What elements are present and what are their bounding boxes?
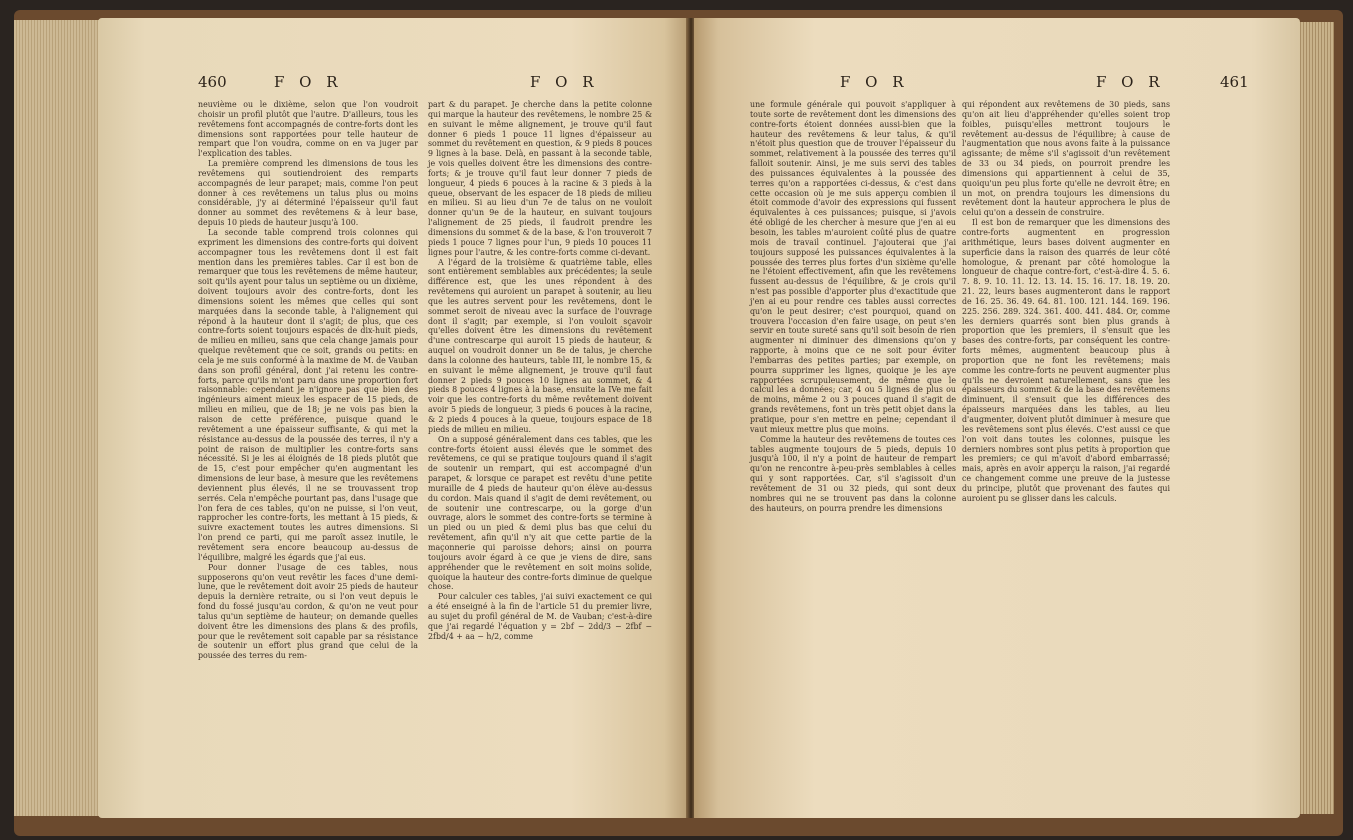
page-number-left: 460 [198, 73, 227, 91]
paragraph: une formule générale qui pouvoit s'appliquer à toute sorte de revêtement dont les dimensions des contre-forts étoient données aussi-bien que la hauteur des revêtemens & leur talus, & qu'il n'étoit plus question que de trouver l'épaisseur du sommet, relativement à la poussée des terres qu'il falloit soutenir. Ainsi, je me suis servi des tables des puissances équivalentes à la poussée des terres qu'on a rapportées ci-dessus, & c'est dans cette occasion où je me suis apperçu combien il étoit commode d'avoir des expressions qui fussent équivalentes à ces puissances; puisque, si j'avois été obligé de les chercher à mesure que j'en ai eu besoin, les tables m'auroient coûté plus de quatre mois de travail continuel. J'ajouterai que j'ai toujours supposé les puissances équivalentes à la poussée des terres plus fortes d'un sixième qu'elle ne l'étoient effectivement, afin que les revêtemens fussent au-dessus de l'équilibre, & je crois qu'il n'est pas possible d'apporter plus d'exactitude que j'en ai eu pour rendre ces tables aussi correctes qu'on le peut desirer; c'est pourquoi, quand on trouvera l'occasion d'en faire usage, on peut s'en servir en toute sureté sans qu'il soit besoin de rien augmenter ni diminuer des dimensions qu'on y rapporte, à moins que ce ne soit pour éviter l'embarras des petites parties; par exemple, on pourra supprimer les lignes, quoique je les aye rapportées scrupuleusement, de même que le calcul les a données; car, 4 ou 5 lignes de plus ou de moins, même 2 ou 3 pouces quand il s'agit de grands revêtemens, font un très petit objet dans la pratique, pour s'en mettre en peine; cependant il vaut mieux mettre plus que moins. [750, 100, 956, 434]
running-head-left-1: F O R [274, 73, 343, 91]
page-edges-right [1298, 22, 1334, 814]
paragraph: part & du parapet. Je cherche dans la petite colonne qui marque la hauteur des revêtemens, le nombre 25 & en suivant le même alignement, je trouve qu'il faut donner 6 pieds 1 pouce 11 lignes d'épaisseur au sommet du revêtement en question, & 9 pieds 8 pouces 9 lignes à la base. Delà, en passant à la seconde table, je vois quelles doivent être les dimensions des contre-forts; & je trouve qu'il faut leur donner 7 pieds de longueur, 4 pieds 6 pouces à la racine & 3 pieds à la queue, observant de les espacer de 18 pieds de milieu en milieu. Si au lieu d'un 7e de talus on ne vouloit donner qu'un 9e de la hauteur, en suivant toujours l'alignement de 25 pieds, il faudroit prendre les dimensions du sommet & de la base, & l'on trouveroit 7 pieds 1 pouce 7 lignes pour l'un, 9 pieds 10 pouces 11 lignes pour l'autre, & les contre-forts comme ci-devant. [428, 100, 652, 257]
right-page [694, 18, 1300, 818]
right-page-column-1 [750, 100, 956, 513]
paragraph: neuvième ou le dixième, selon que l'on voudroit choisir un profil plutôt que l'autre. D'ailleurs, tous les revêtemens font accompagnés de contre-forts dont les dimensions sont rapportées pour telle hauteur de rempart que l'on voudra, comme on en va juger par l'explication des tables. [198, 100, 418, 159]
paragraph: On a supposé généralement dans ces tables, que les contre-forts étoient aussi élevés que le sommet des revêtemens, ce qui se pratique toujours quand il s'agit de soutenir un rempart, qui est accompagné d'un parapet, & lorsque ce parapet est revêtu d'une petite muraille de 4 pieds de hauteur qu'on élève au-dessus du cordon. Mais quand il s'agit de demi revêtement, ou de soutenir une contrescarpe, ou la gorge d'un ouvrage, alors le sommet des contre-forts se termine à un pied ou un pied & demi plus bas que celui du revêtement, afin qu'il n'y ait que cette partie de la maçonnerie qui paroisse dehors; ainsi on pourra toujours avoir égard à ce que je viens de dire, sans appréhender que le revêtement en soit moins solide, quoique la hauteur des contre-forts diminue de quelque chose. [428, 434, 652, 592]
paragraph: Pour calculer ces tables, j'ai suivi exactement ce qui a été enseigné à la fin de l'article 51 du premier livre, au sujet du profil général de M. de Vauban; c'est-à-dire que j'ai regardé l'équation y = 2bf − 2dd/3 − 2fbf − 2fbd/4 + aa − h/2, comme [428, 592, 652, 641]
left-page-column-2 [428, 100, 652, 641]
paragraph: La seconde table comprend trois colonnes qui expriment les dimensions des contre-forts qui doivent accompagner tous les revêtemens dont il est fait mention dans les premières tables. Car il est bon de remarquer que tous les revêtemens de même hauteur, soit qu'ils ayent pour talus un septième ou un dixième, doivent toujours avoir des contre-forts, dont les dimensions soient les mêmes que celles qui sont marquées dans la seconde table, à l'alignement qui répond à la hauteur dont il s'agit; de plus, que ces contre-forts soient toujours espacés de dix-huit pieds, de milieu en milieu, sans que cela change jamais pour quelque revêtement que ce soit, grands ou petits: en cela je me suis conformé à la maxime de M. de Vauban dans son profil général, dont j'ai retenu les contre-forts, parce qu'ils m'ont paru dans une proportion fort raisonnable: cependant je n'ignore pas que bien des ingénieurs aiment mieux les espacer de 15 pieds, de milieu en milieu, que de 18; je ne vois pas bien la raison de cette préférence, puisque quand le revêtement a une épaisseur suffisante, & qui met la résistance au-dessus de la poussée des terres, il n'y a point de raison de multiplier les contre-forts sans nécessité. Si je les ai éloignés de 18 pieds plutôt que de 15, c'est pour empêcher qu'en augmentant les dimensions de leur base, à mesure que les revêtemens deviennent plus élevés, il ne se trouvassent trop serrés. Cela n'empêche pourtant pas, dans l'usage que l'on fera de ces tables, qu'on ne puisse, si l'on veut, rapprocher les contre-forts, les mettant à 15 pieds, & suivre exactement toutes les autres dimensions. Si l'on prend ce parti, qui me paroît assez inutile, le revêtement sera encore beaucoup au-dessus de l'équilibre, malgré les égards que j'ai eus. [198, 227, 418, 562]
running-head-left-2: F O R [530, 73, 599, 91]
paragraph: Comme la hauteur des revêtemens de toutes ces tables augmente toujours de 5 pieds, depuis 10 jusqu'à 100, il n'y a point de hauteur de rempart qu'on ne rencontre à-peu-près semblables à celles qui y sont rapportées. Car, s'il s'agissoit d'un revêtement de 31 ou 32 pieds, qui sont deux nombres qui ne se trouvent pas dans la colonne des hauteurs, on pourra prendre les dimensions [750, 434, 956, 513]
paragraph: Pour donner l'usage de ces tables, nous supposerons qu'on veut revêtir les faces d'une demi-lune, que le revêtement doit avoir 25 pieds de hauteur depuis la dernière retraite, ou si l'on veut depuis le fond du fossé jusqu'au cordon, & qu'on ne veut pour talus qu'un septième de hauteur; on demande quelles doivent être les dimensions des plans & des profils, pour que le revêtement soit capable par sa résistance de soutenir un effort plus grand que celui de la poussée des terres du rem- [198, 562, 418, 661]
running-head-right-2: F O R [1096, 73, 1165, 91]
left-page-column-1 [198, 100, 418, 661]
page-edges-left [14, 20, 100, 816]
paragraph: A l'égard de la troisième & quatrième table, elles sont entièrement semblables aux précédentes; la seule différence est, que les unes répondent à des revêtemens qui auroient un parapet à soutenir, au lieu que les autres servent pour les revêtemens, dont le sommet seroit de niveau avec la surface de l'ouvrage dont il s'agit; par exemple, si l'on vouloit sçavoir qu'elles doivent être les dimensions du revêtement d'une contrescarpe qui auroit 15 pieds de hauteur, & auquel on voudroit donner un 8e de talus, je cherche dans la colonne des hauteurs, table III, le nombre 15, & en suivant le même alignement, je trouve qu'il faut donner 2 pieds 9 pouces 10 lignes au sommet, & 4 pieds 8 pouces 4 lignes à la base, ensuite la IVe me fait voir que les contre-forts du même revêtement doivent avoir 5 pieds de longueur, 3 pieds 6 pouces à la racine, & 2 pieds 4 pouces à la queue, toujours espace de 18 pieds de milieu en milieu. [428, 257, 652, 434]
page-number-right: 461 [1220, 73, 1249, 91]
paragraph: La première comprend les dimensions de tous les revêtemens qui soutiendroient des remparts accompagnés de leur parapet; mais, comme l'on peut donner à ces revêtemens un talus plus ou moins considérable, j'y ai déterminé l'épaisseur qu'il faut donner au sommet des revêtemens & à leur base, depuis 10 pieds de hauteur jusqu'à 100. [198, 159, 418, 228]
running-head-right-1: F O R [840, 73, 909, 91]
right-page-column-2 [962, 100, 1170, 504]
paragraph: qui répondent aux revêtemens de 30 pieds, sans qu'on ait lieu d'appréhender qu'elles soient trop foibles, puisqu'elles mettront toujours le revêtement au-dessus de l'équilibre; à cause de l'augmentation que nous avons faite à la puissance agissante; de même s'il s'agissoit d'un revêtement de 33 ou 34 pieds, on pourroit prendre les dimensions qui appartiennent à celui de 35, quoiqu'un peu plus forte qu'elle ne devroit être; en un mot, on prendra toujours les dimensions du revêtement dont la hauteur approchera le plus de celui qu'on a dessein de construire. [962, 100, 1170, 218]
paragraph: Il est bon de remarquer que les dimensions des contre-forts augmentent en progression arithmétique, leurs bases doivent augmenter en superficie dans la raison des quarrés de leur côté homologue, & prenant par côté homologue la longueur de chaque contre-fort, c'est-à-dire 4. 5. 6. 7. 8. 9. 10. 11. 12. 13. 14. 15. 16. 17. 18. 19. 20. 21. 22, leurs bases augmenteront dans le rapport de 16. 25. 36. 49. 64. 81. 100. 121. 144. 169. 196. 225. 256. 289. 324. 361. 400. 441. 484. Or, comme les derniers quarrés sont bien plus grands à proportion que les premiers, il s'ensuit que les bases des contre-forts, par conséquent les contre-forts mêmes, augmentent beaucoup plus à proportion que ne font les revêtemens; mais comme les contre-forts ne peuvent augmenter plus qu'ils ne devroient naturellement, sans que les épaisseurs du sommet & de la base des revêtemens diminuent, il s'ensuit que les différences des épaisseurs marquées dans les tables, au lieu d'augmenter, doivent plutôt diminuer à mesure que les revêtemens sont plus élevés. C'est aussi ce que l'on voit dans toutes les colonnes, puisque les derniers nombres sont plus petits à proportion que les premiers; ce qui m'avoit d'abord embarrassé; mais, après en avoir apperçu la raison, j'ai regardé ce changement comme une preuve de la justesse du principe, plutôt que provenant des fautes qui auroient pu se glisser dans les calculs. [962, 218, 1170, 503]
left-page [98, 18, 688, 818]
